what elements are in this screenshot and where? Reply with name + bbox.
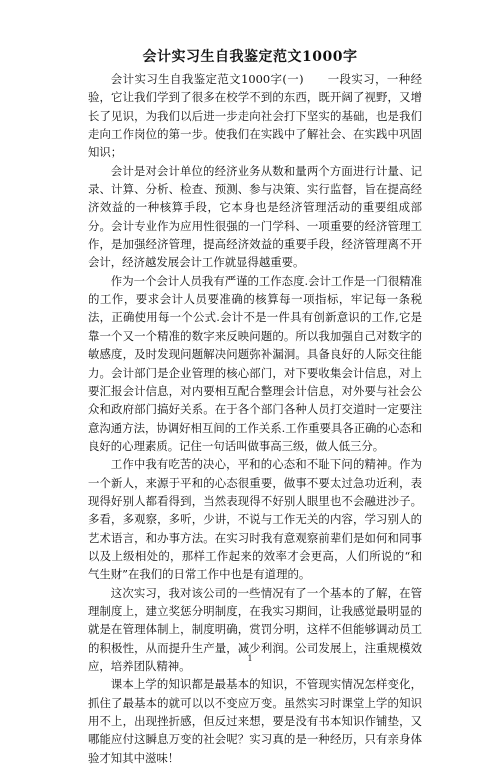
paragraph-hardworking-spirit: 工作中我有吃苦的决心，平和的心态和不耻下问的精神。作为一个新人，来源于平和的心态很重要，做事不要太过急功近利，表现得好别人都看得到，当然表现得不好别人眼里也不会融进沙子。多看，多观察，多听，少讲，不说与工作无关的内容，学习别人的艺术语言，和办事方法。在实习时我有意观察前辈们是如何和同事以及上级相处的，那样工作起来的效率才会更高，人们所说的“和气生财”在我们的日常工作中也是有道理的。	[88, 457, 422, 582]
paragraph-accounting-definition: 会计是对会计单位的经济业务从数和量两个方面进行计量、记录、计算、分析、检查、预测、参与决策、实行监督，旨在提高经济效益的一种核算手段，它本身也是经济管理活动的重要组成部分。会计专业作为应用性很强的一门学科、一项重要的经济管理工作，是加强经济管理，提高经济效益的重要手段，经济管理离不开会计，经济越发展会计工作就显得越重要。	[88, 163, 422, 270]
paragraph-company-understanding: 这次实习，我对该公司的一些情况有了一个基本的了解，在管理制度上，建立奖惩分明制度，在我实习期间，让我感觉最明显的就是在管理体制上，制度明确，赏罚分明，这样不但能够调动员工的积极性，从而提升生产量，减少利润。公司发展上，注重规模效应，培养团队精神。	[88, 585, 422, 673]
paragraph-work-attitude: 作为一个会计人员我有严谨的工作态度.会计工作是一门很精准的工作，要求会计人员要准确的核算每一项指标，牢记每一条税法，正确使用每一个公式.会计不是一件具有创新意识的工作,它是靠一个又一个精准的数字来反映问题的。所以我加强自己对数字的敏感度，及时发现问题解决问题弥补漏洞。具备良好的人际交往能力。会计部门是企业管理的核心部门，对下要收集会计信息，对上要汇报会计信息，对内要相互配合整理会计信息，对外要与社会公众和政府部门搞好关系。在于各个部门各种人员打交道时一定要注意沟通方法，协调好相互间的工作关系.工作重要具各正确的心态和良好的心理素质。记住一句话叫做事高三级，做人低三分。	[88, 273, 422, 453]
paragraph-textbook-knowledge: 课本上学的知识都是最基本的知识，不管现实情况怎样变化，抓住了最基本的就可以以不变应万变。虽然实习时课堂上学的知识用不上，出现挫折感，但反过来想，要是没有书本知识作铺垫，又哪能应付这瞬息万变的社会呢？实习真的是一种经历，只有亲身体验才知其中滋味！	[88, 677, 422, 765]
paragraph-intro: 会计实习生自我鉴定范文1000字(一) 一段实习，一种经验，它让我们学到了很多在校学不到的东西，既开阔了视野，又增长了见识，为我们以后进一步走向社会打下坚实的基础，也是我们走向工作岗位的第一步。使我们在实践中了解社会、在实践中巩固知识；	[88, 72, 422, 160]
page-number: 1	[247, 654, 253, 663]
document-title: 会计实习生自我鉴定范文1000字	[142, 49, 358, 65]
